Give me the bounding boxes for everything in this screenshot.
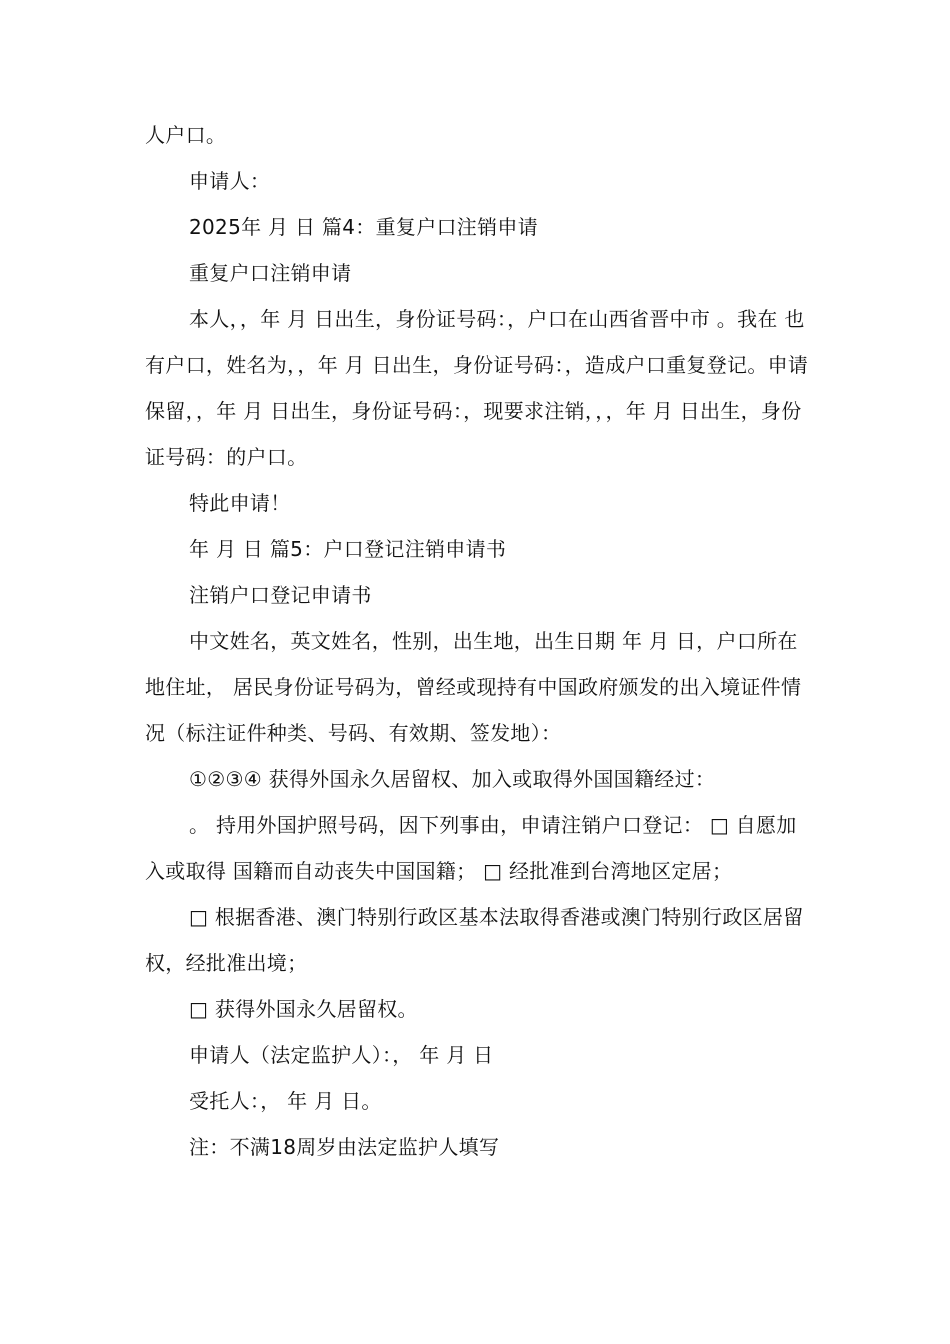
paragraph-5: 本人，，年 月 日出生，身份证号码：，户口在山西省晋中市 。我在 也有户口，姓名为，，年 月 日出生，身份证号码：，造成户口重复登记。申请保留，，年 月 日出生，身份证号码：，现要求注销，，，年 月 日出生，身份证号码：的户口。 (145, 307, 809, 469)
paragraph-2: 申请人： (189, 169, 271, 193)
paragraph-12: □ 根据香港、澳门特别行政区基本法取得香港或澳门特别行政区居留权，经批准出境； (145, 905, 804, 975)
paragraph-3: 2025年 月 日 篇4：重复户口注销申请 (189, 215, 538, 239)
document-body (145, 112, 810, 1170)
paragraph-6: 特此申请！ (189, 491, 291, 515)
paragraph-14: 申请人（法定监护人）：， 年 月 日 (189, 1043, 494, 1067)
paragraph-9: 中文姓名，英文姓名，性别，出生地，出生日期 年 月 日，户口所在地住址， 居民身份证号码为，曾经或现持有中国政府颁发的出入境证件情况（标注证件种类、号码、有效期、签发地）： (145, 629, 802, 745)
paragraph-1: 人户口。 (145, 123, 227, 147)
paragraph-15: 受托人：， 年 月 日。 (189, 1089, 382, 1113)
paragraph-11: 。 持用外国护照号码，因下列事由，申请注销户口登记： □ 自愿加入或取得 国籍而自动丧失中国国籍； □ 经批准到台湾地区定居； (145, 813, 797, 883)
paragraph-16: 注：不满18周岁由法定监护人填写 (189, 1135, 500, 1159)
paragraph-10: ①②③④ 获得外国永久居留权、加入或取得外国国籍经过： (189, 767, 716, 791)
paragraph-4: 重复户口注销申请 (189, 261, 352, 285)
paragraph-13: □ 获得外国永久居留权。 (189, 997, 418, 1021)
paragraph-7: 年 月 日 篇5：户口登记注销申请书 (189, 537, 507, 561)
paragraph-8: 注销户口登记申请书 (189, 583, 372, 607)
